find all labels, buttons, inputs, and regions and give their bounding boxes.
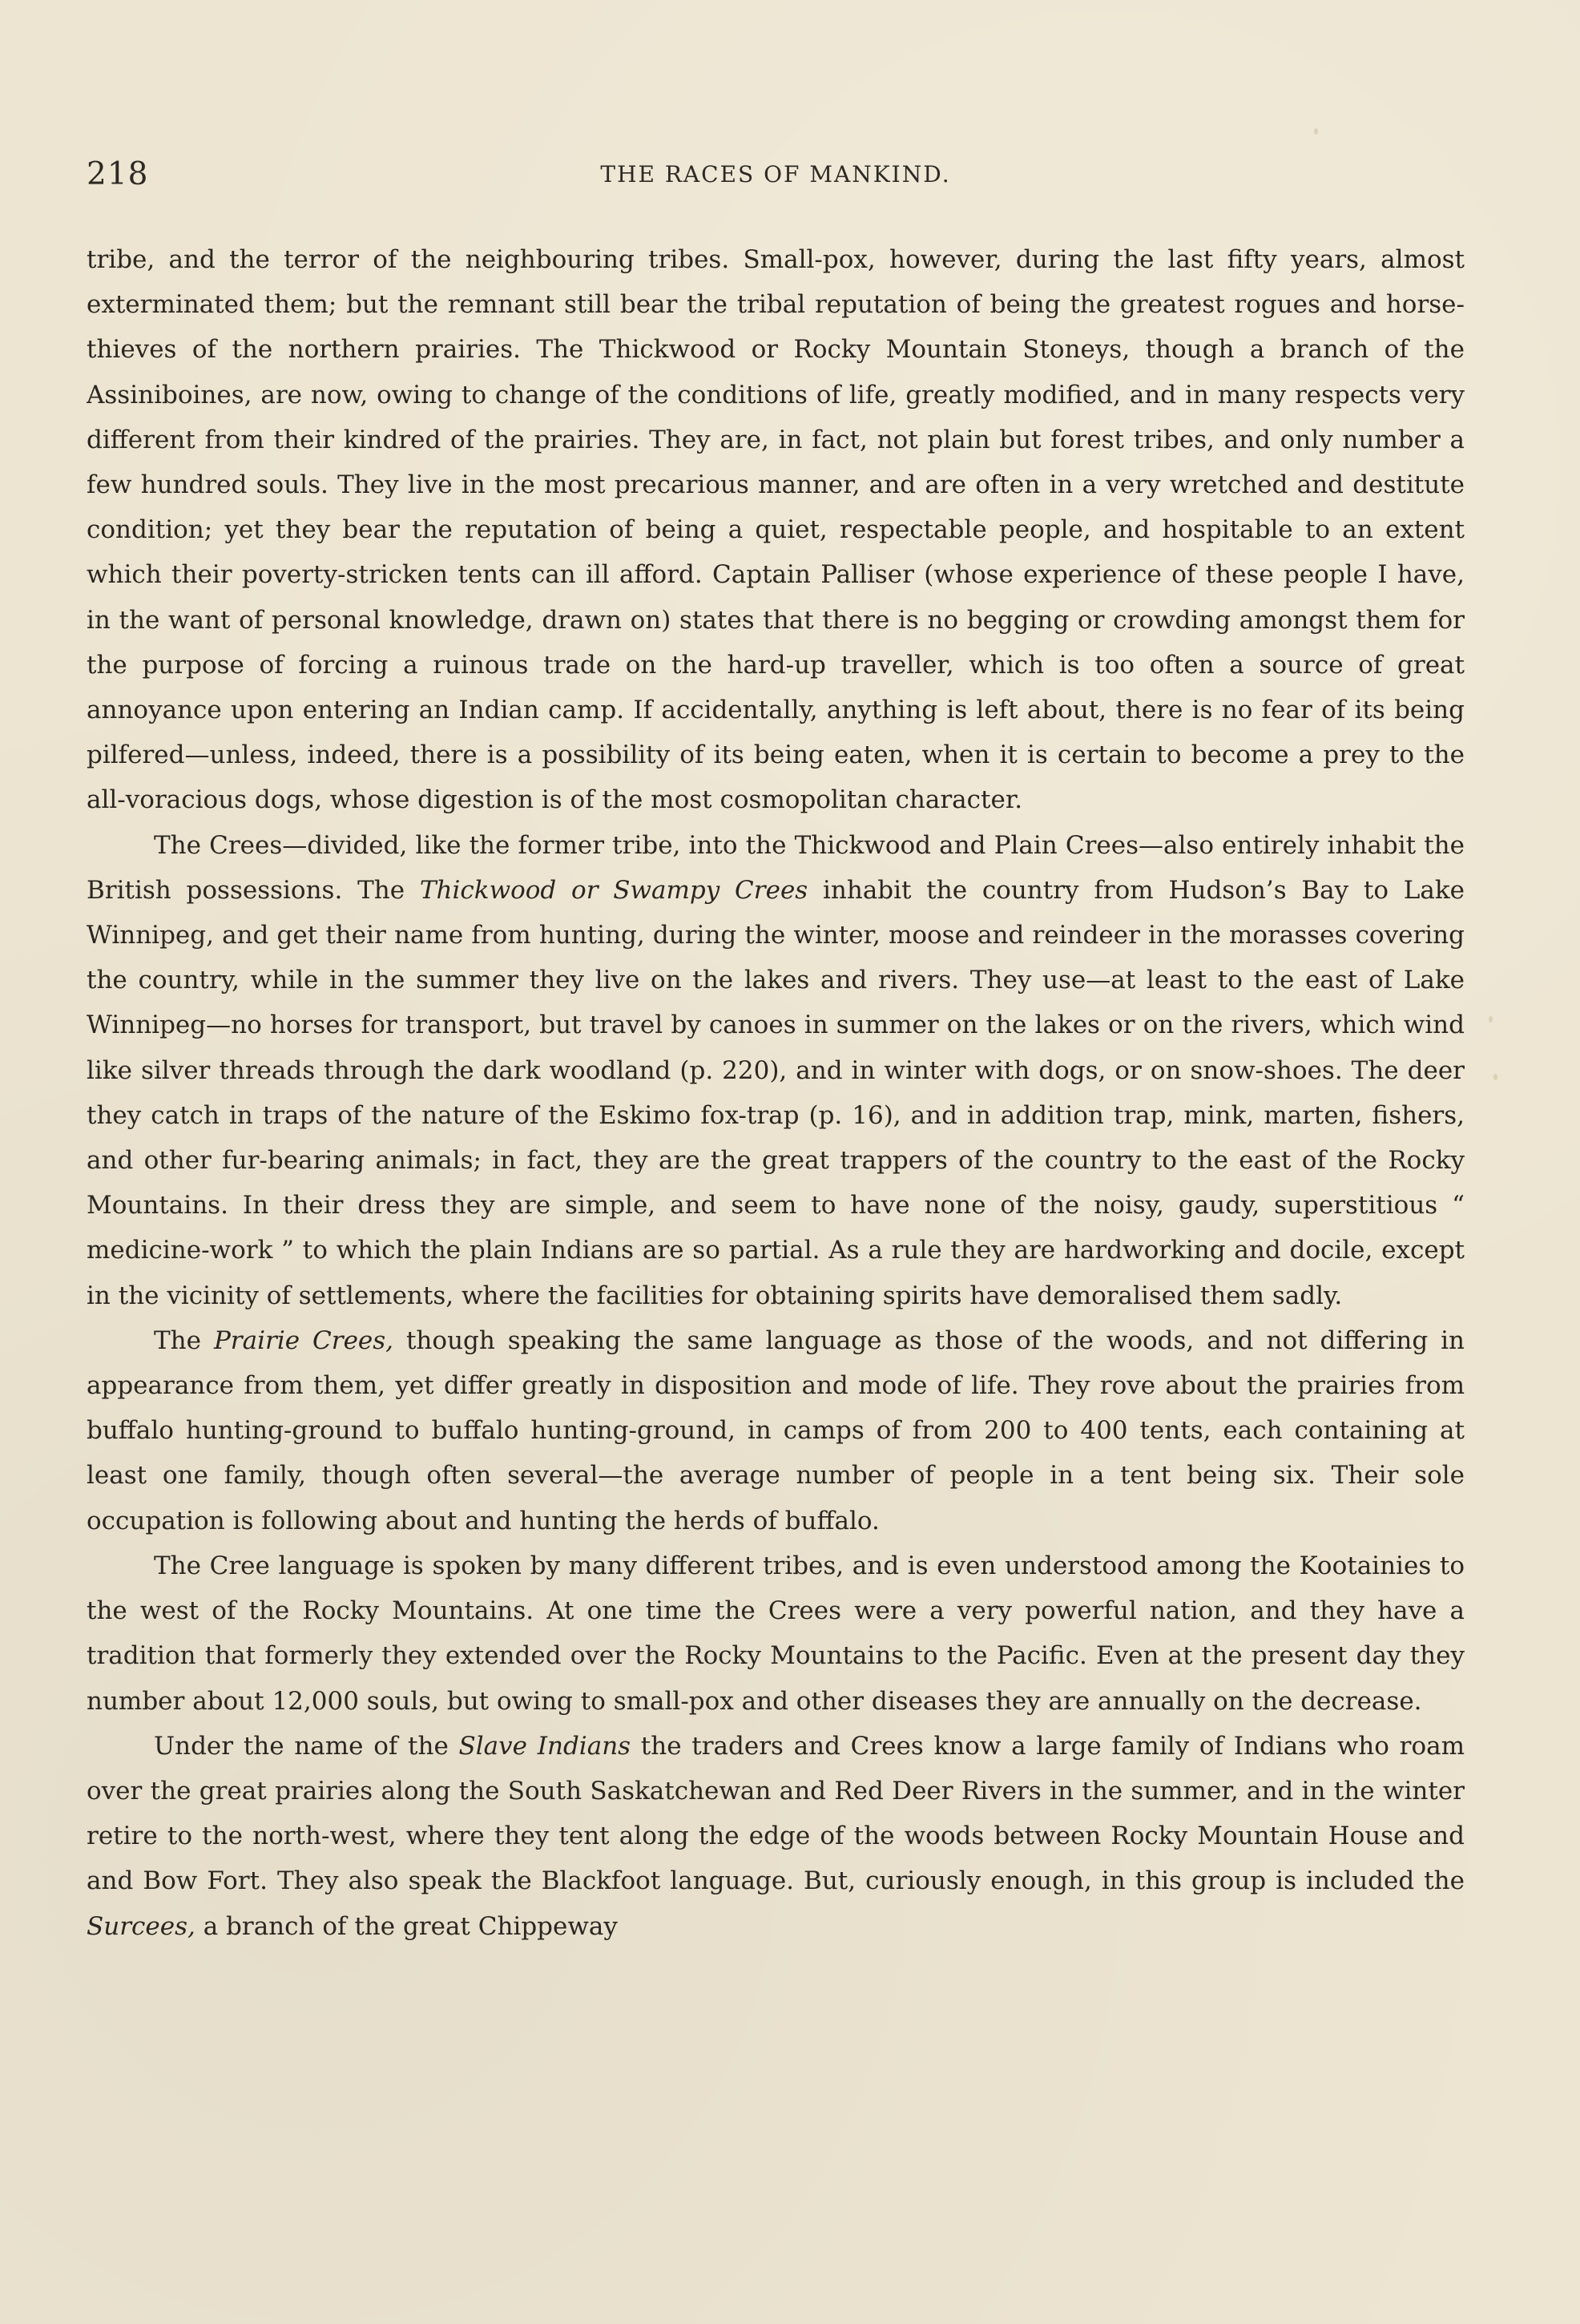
paragraph-2 <box>87 823 1465 1318</box>
paragraph-text: inhabit the country from Hudson’s Bay to Lake Winnipeg, and get their name from hunting, during the winter, moose and reindeer in the morasses covering the country, while in the summer they live on the lakes and rivers. They use—at least to the east of Lake Winnipeg—no horses for transport, but travel by canoes in summer on the lakes or on the rivers, which wind like silver threads through the dark woodland (p. 220), and in winter with dogs, or on snow-shoes. The deer they catch in traps of the nature of the Eskimo fox-trap (p. 16), and in addition trap, mink, marten, fishers, and other fur-bearing animals; in fact, they are the great trappers of the country to the east of the Rocky Mountains. In their dress they are simple, and seem to have none of the noisy, gaudy, superstitious “ medicine-work ” to which the plain Indians are so partial. As a rule they are hardworking and docile, except in the vicinity of settlements, where the facilities for obtaining spirits have demoralised them sadly. <box>87 875 1465 1310</box>
italic-term: Slave Indians <box>458 1731 631 1761</box>
italic-term: Surcees, <box>87 1911 195 1941</box>
paragraph-text: the traders and Crees know a large family of Indians who roam over the great prairies along the South Saskatchewan and Red Deer Rivers in the summer, and in the winter retire to the north-west, where they tent along the edge of the woods between Rocky Mountain House and and Bow Fort. They also speak the Blackfoot language. But, curiously enough, in this group is included the <box>87 1731 1465 1896</box>
paper-speck <box>1493 1074 1497 1080</box>
paragraph-4 <box>87 1543 1465 1724</box>
paragraph-text: though speaking the same language as those of the woods, and not differing in appearance from them, yet differ greatly in disposition and mode of life. They rove about the prairies from buffalo hunting-ground to buffalo hunting-ground, in camps of from 200 to 400 tents, each containing at least one family, though often several—the average number of people in a tent being six. Their sole occupation is following about and hunting the herds of buffalo. <box>87 1325 1465 1535</box>
running-title: THE RACES OF MANKIND. <box>600 161 951 188</box>
paragraph-1 <box>87 237 1465 823</box>
paper-speck <box>1314 128 1318 135</box>
paper-speck <box>1489 1016 1493 1023</box>
paragraph-text: a branch of the great Chippeway <box>195 1911 618 1941</box>
paragraph-text: tribe, and the terror of the neighbouring tribes. Small-pox, however, during the last fifty years, almost exterminated them; but the remnant still bear the tribal reputation of being the greatest rogues and horse-thieves of the northern prairies. The Thickwood or Rocky Mountain Stoneys, though a branch of the Assiniboines, are now, owing to change of the conditions of life, greatly modified, and in many respects very different from their kindred of the prairies. They are, in fact, not plain but forest tribes, and only number a few hundred souls. They live in the most precarious manner, and are often in a very wretched and destitute condition; yet they bear the reputation of being a quiet, respectable people, and hospitable to an extent which their poverty-stricken tents can ill afford. Captain Palliser (whose experience of these people I have, in the want of personal knowledge, drawn on) states that there is no begging or crowding amongst them for the purpose of forcing a ruinous trade on the hard-up traveller, which is too often a source of great annoyance upon entering an Indian camp. If accidentally, anything is left about, there is no fear of its being pilfered—unless, indeed, there is a possibility of its being eaten, when it is certain to become a prey to the all-voracious dogs, whose digestion is of the most cosmopolitan character. <box>87 245 1465 815</box>
italic-term: Prairie Crees, <box>213 1325 394 1355</box>
page-number: 218 <box>87 156 149 192</box>
paragraph-text: Under the name of the <box>154 1731 459 1761</box>
paragraph-text: The Crees—divided, like the former tribe, into the Thickwood and Plain Crees—also entirely inhabit the British possessions. The <box>87 830 1465 905</box>
body-text <box>87 237 1465 2177</box>
paragraph-text: The Cree language is spoken by many different tribes, and is even understood among the Kootainies to the west of the Rocky Mountains. At one time the Crees were a very powerful nation, and they have a tradition that formerly they extended over the Rocky Mountains to the Pacific. Even at the present day they number about 12,000 souls, but owing to small-pox and other diseases they are annually on the decrease. <box>87 1551 1465 1716</box>
paragraph-3 <box>87 1318 1465 1543</box>
page-header <box>87 152 1465 197</box>
paragraph-5 <box>87 1724 1465 1949</box>
paragraph-text: The <box>154 1325 214 1355</box>
italic-term: Thickwood or Swampy Crees <box>419 875 808 905</box>
